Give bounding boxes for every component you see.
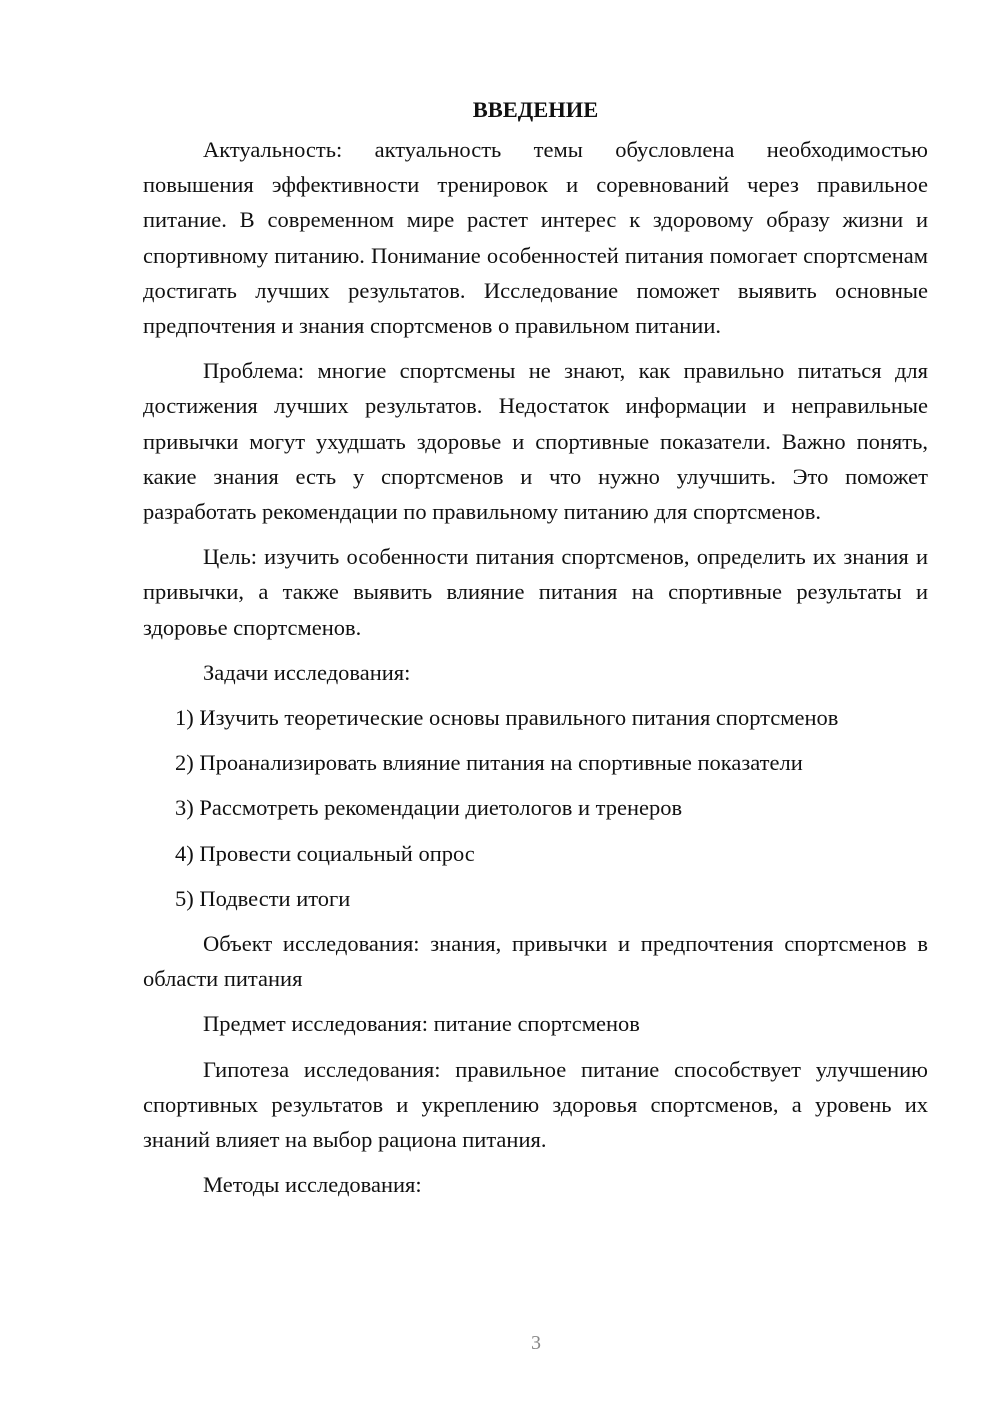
document-page — [143, 92, 928, 1212]
list-item: 1) Изучить теоретические основы правильного питания спортсменов — [175, 705, 839, 731]
relevance-paragraph: Актуальность: актуальность темы обусловлена необходимостью повышения эффективности тренировок и соревнований через правильное питание. В современном мире растет интерес к здоровому образу жизни и спортивному питанию. Понимание особенностей питания помогает спортсменам достигать лучших результатов. Исследование поможет выявить основные предпочтения и знания спортсменов о правильном питании. — [143, 137, 928, 339]
list-item: 2) Проанализировать влияние питания на спортивные показатели — [175, 750, 803, 776]
page-title: ВВЕДЕНИЕ — [472, 97, 599, 122]
subject-paragraph: Предмет исследования: питание спортсменов — [203, 1011, 640, 1037]
problem-paragraph: Проблема: многие спортсмены не знают, как правильно питаться для достижения лучших результатов. Недостаток информации и неправильные привычки могут ухудшать здоровье и спортивные показатели. Важно понять, какие знания есть у спортсменов и что нужно улучшить. Это поможет разработать рекомендации по правильному питанию для спортсменов. — [143, 358, 928, 525]
page-number: 3 — [531, 1332, 541, 1354]
list-item: 4) Провести социальный опрос — [175, 840, 475, 866]
methods-heading: Методы исследования: — [203, 1172, 422, 1198]
tasks-heading: Задачи исследования: — [203, 659, 411, 685]
goal-paragraph: Цель: изучить особенности питания спортсменов, определить их знания и привычки, а также выявить влияние питания на спортивные результаты и здоровье спортсменов. — [143, 544, 928, 640]
hypothesis-paragraph: Гипотеза исследования: правильное питание способствует улучшению спортивных результатов и укреплению здоровья спортсменов, а уровень их знаний влияет на выбор рациона питания. — [143, 1056, 928, 1153]
tasks-list — [143, 700, 928, 916]
list-item: 5) Подвести итоги — [175, 885, 351, 911]
list-item: 3) Рассмотреть рекомендации диетологов и тренеров — [175, 795, 683, 821]
object-paragraph: Объект исследования: знания, привычки и предпочтения спортсменов в области питания — [143, 931, 928, 992]
